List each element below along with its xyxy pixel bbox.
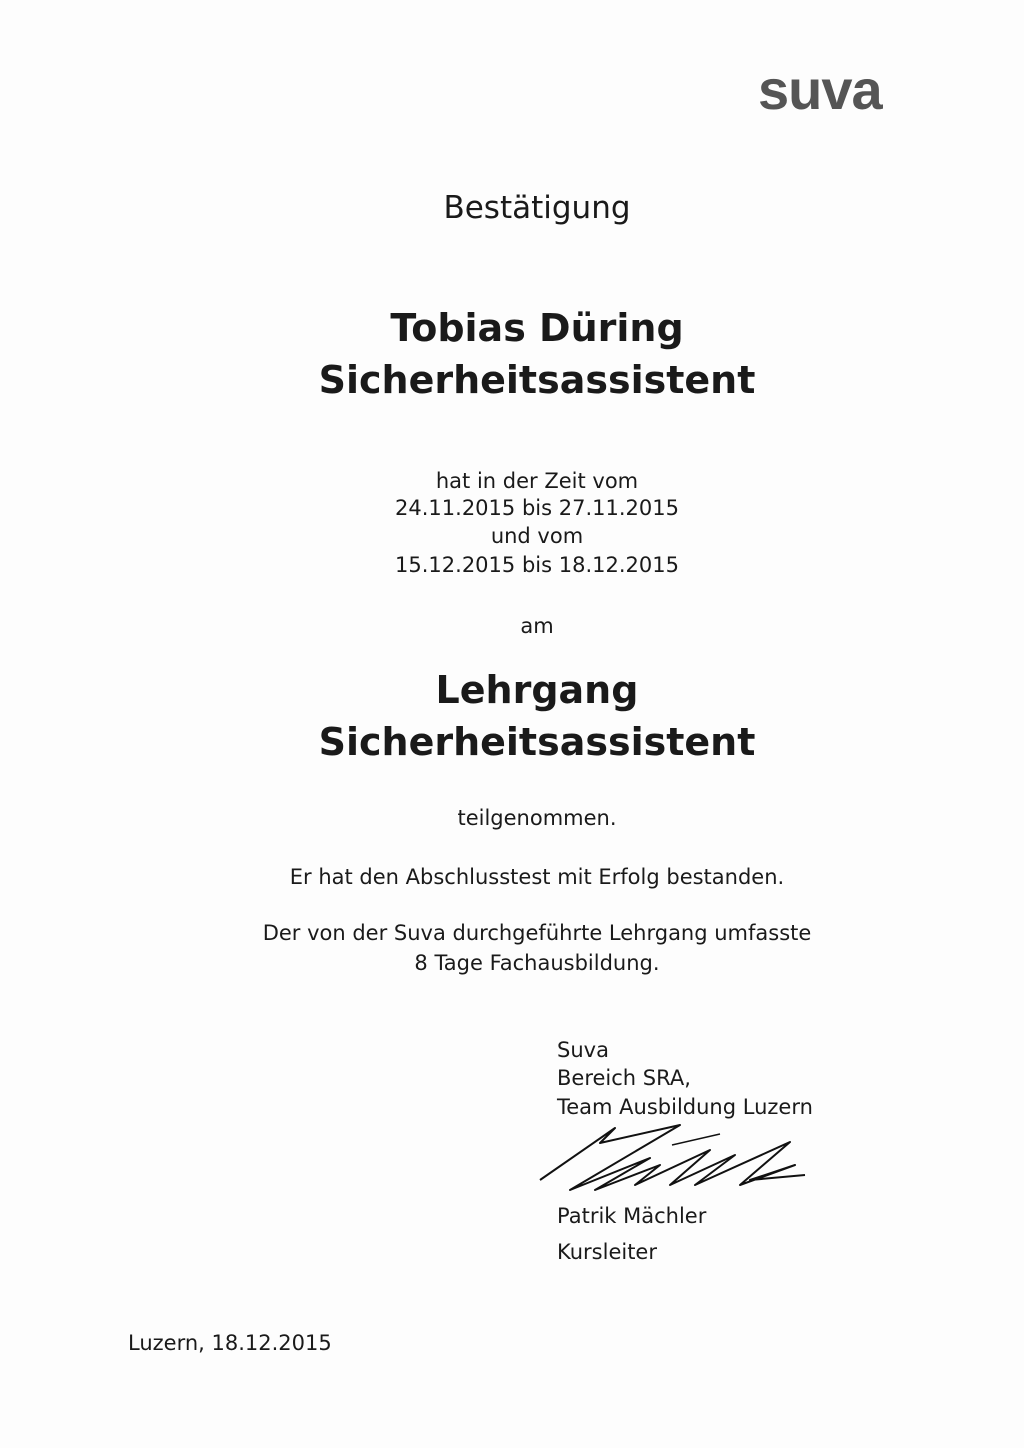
signatory-title: Kursleiter [557, 1240, 657, 1264]
period-line: und vom [490, 524, 584, 548]
place-date: Luzern, 18.12.2015 [128, 1331, 332, 1355]
course-title: Lehrgang [435, 668, 639, 712]
am-text: am [520, 614, 554, 638]
signature [520, 1110, 820, 1210]
issuer-line: Bereich SRA, [557, 1066, 691, 1090]
issuer-line: Suva [557, 1038, 609, 1062]
period-line: hat in der Zeit vom [435, 469, 639, 493]
period-line: 15.12.2015 bis 18.12.2015 [395, 553, 679, 577]
course-subtitle: Sicherheitsassistent [318, 720, 756, 764]
document-title: Bestätigung [443, 190, 631, 226]
scope-line: 8 Tage Fachausbildung. [414, 951, 660, 975]
person-name: Tobias Düring [390, 306, 684, 350]
scope-line: Der von der Suva durchgeführte Lehrgang umfasste [262, 921, 812, 945]
period-line: 24.11.2015 bis 27.11.2015 [395, 496, 679, 520]
suva-logo: suva [758, 58, 882, 121]
person-role: Sicherheitsassistent [318, 358, 756, 402]
issuer-line: Team Ausbildung Luzern [557, 1095, 813, 1119]
result-text: Er hat den Abschlusstest mit Erfolg bestanden. [289, 865, 785, 889]
signatory-name: Patrik Mächler [557, 1204, 707, 1228]
participated-text: teilgenommen. [457, 806, 617, 830]
